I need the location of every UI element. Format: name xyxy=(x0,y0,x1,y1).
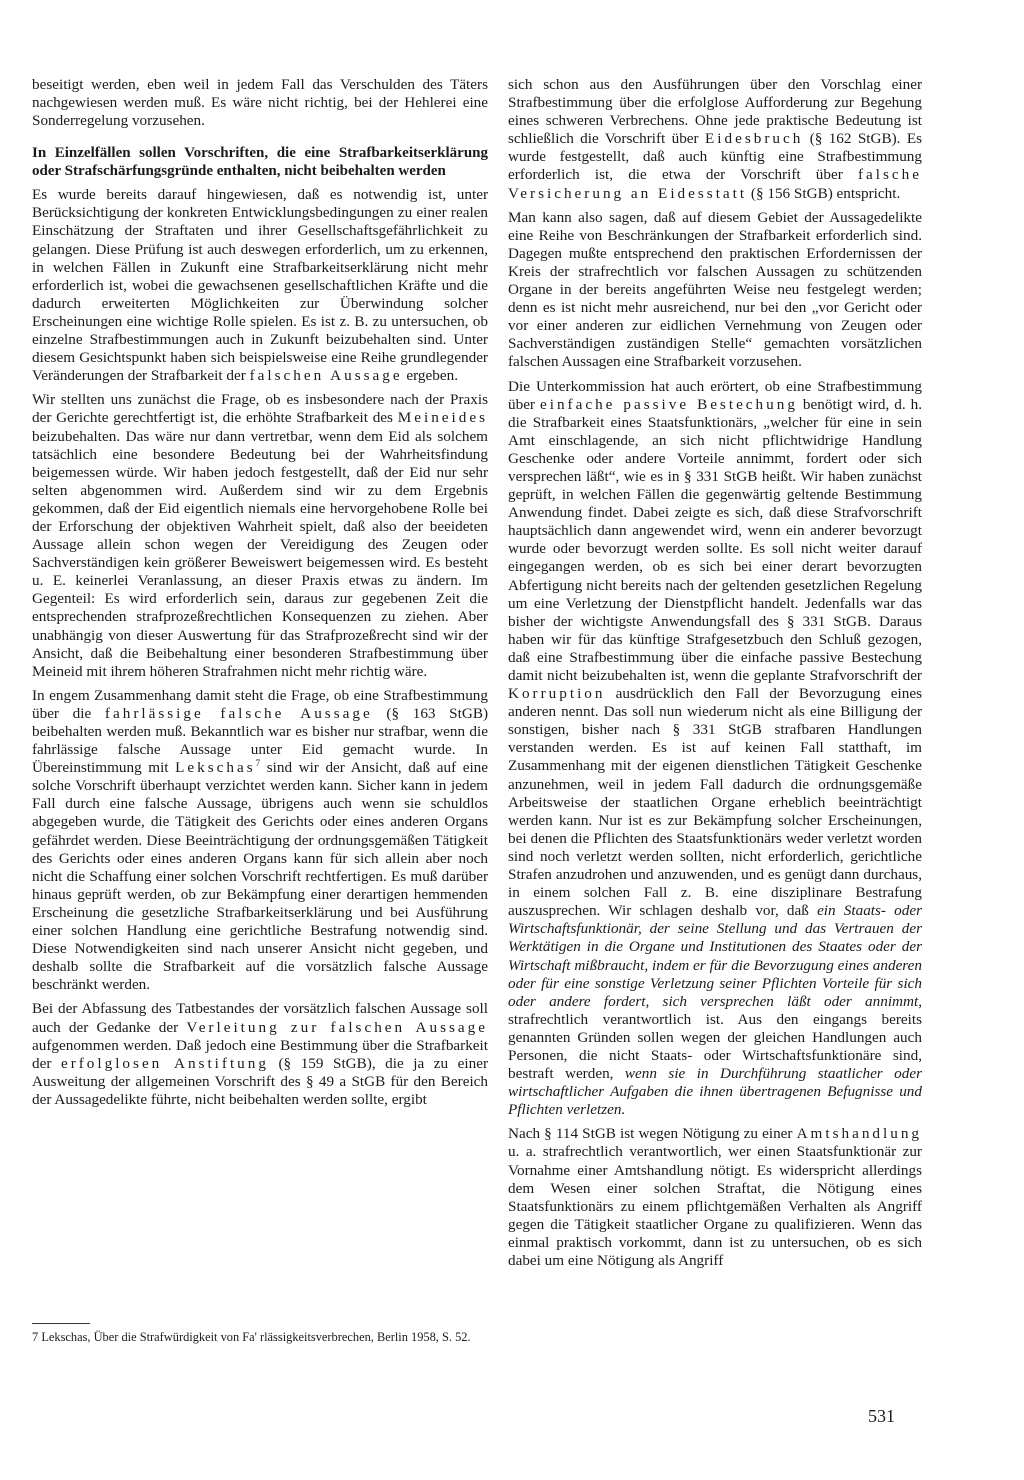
spaced-term: einfache passive Bestechung xyxy=(539,395,798,413)
footnote: 7 Lekschas, Über die Strafwürdigkeit von Fa' rlässigkeitsverbrechen, Berlin 1958, S. 52. xyxy=(32,1330,471,1344)
spaced-term: falsche Versicherung an Eidesstatt xyxy=(508,166,923,202)
section-heading: In Einzelfällen sollen Vorschriften, die eine Strafbarkeitserklärung oder Strafschärfungsgründe enthalten, nicht beibehalten werden xyxy=(32,145,488,180)
spaced-term: Amtshandlung xyxy=(796,1125,923,1143)
italic-proposal: wenn sie in Durchführung staatlicher oder wirtschaftlicher Aufgaben die ihnen übertragenen Befugnisse und Pflichten verletzen. xyxy=(508,1065,922,1119)
footnote-rule xyxy=(32,1323,90,1324)
paragraph: Wir stellten uns zunächst die Frage, ob es insbesondere nach der Praxis der Gerichte gerechtfertigt ist, die erhöhte Strafbarkeit des Meineides beizubehalten. Das wäre nur dann vertretbar, wenn dem Eid als solchem tatsächlich eine besondere Bedeutung bei der Wahrheitsfindung beigemessen würde. Wir haben jedoch festgestellt, daß der Eid nur sehr selten abgenommen wird. Außerdem sind wir zu dem Ergebnis gekommen, daß der Eid eigentlich niemals eine hervorgehobene Rolle bei der Erforschung der objektiven Wahrheit spielt, daß also der beeideten Aussage allein schon wegen der Vereidigung des Zeugen oder Sachverständigen kein größerer Beweiswert beigemessen wird. Es besteht u. E. keinerlei Veranlassung, an dieser Praxis etwas zu ändern. Im Gegenteil: Es wird erforderlich sein, daraus zur gegebenen Zeit die entsprechenden strafprozeßrechtlichen Konsequenzen zu ziehen. Aber unabhängig von dieser Auswertung für das Strafprozeßrecht sind wir der Ansicht, daß die Beibehaltung einer besonderen Strafbestimmung über Meineid mit ihrem höheren Strafrahmen nicht mehr richtig wäre. xyxy=(32,391,488,680)
spaced-term: Meineides xyxy=(397,409,488,427)
spaced-term: Korruption xyxy=(508,685,606,703)
paragraph: Die Unterkommission hat auch erörtert, ob eine Strafbestimmung über einfache passive Bestechung benötigt wird, d. h. die Strafbarkeit eines Staatsfunktionärs, „welcher für eine in sein Amt einschlagende, an sich nicht pflichtwidrige Handlung Geschenke oder andere Vorteile annimmt, fordert oder sich versprechen läßt“, wie es in § 331 StGB heißt. Wir haben zunächst geprüft, in welchen Fällen die gegenwärtig geltende Bestimmung Anwendung findet. Dabei zeigte es sich, daß diese Strafvorschrift hauptsächlich dann angewendet wird, wenn ein anderer bevorzugt wurde oder bevorzugt werden sollte. Es soll nicht weiter darauf eingegangen werden, ob es sich bei einer derart bevorzugten Abfertigung nicht bereits nach der geltenden gesetzlichen Regelung um eine Verletzung der Dienstpflicht handelt. Jedenfalls war das bisher der wichtigste Anwendungsfall des § 331 StGB. Daraus haben wir für das künftige Strafgesetzbuch den Schluß gezogen, daß eine Strafbestimmung über die einfache passive Bestechung damit nicht beizubehalten ist, wenn die geplante Strafvorschrift der Korruption ausdrücklich den Fall der Bevorzugung eines anderen nennt. Das soll nun wiederum nicht als eine Billigung der sonstigen, bisher nach § 331 StGB strafbaren Handlungen verstanden werden. Es ist auf keinen Fall statthaft, im Zusammenhang mit der eigenen dienstlichen Tätigkeit Geschenke anzunehmen, weil in jedem Fall dadurch die ordnungsgemäße Arbeitsweise der staatlichen Organe erheblich beeinträchtigt werden kann. Nur ist es zur Bekämpfung solcher Erscheinungen, bei denen die Pflichten des Staatsfunktionärs weder verletzt worden sind noch verletzt werden sollten, nicht erforderlich, gerichtliche Strafen anzudrohen und anzuwenden, und es genügt dann durchaus, in einem solchen Fall z. B. eine disziplinare Bestrafung auszusprechen. Wir schlagen deshalb vor, daß ein Staats- oder Wirtschaftsfunktionär, der seine Stellung und das Vertrauen der Werktätigen in die Organe und Institutionen des Staates oder der Wirtschaft mißbraucht, indem er für die Bevorzugung eines anderen oder für eine sonstige Verletzung seiner Pflichten Vorteile für sich oder andere fordert, sich versprechen läßt oder annimmt, strafrechtlich verantwortlich ist. Aus den eingangs bereits genannten Gründen sollen wegen der gleichen Handlungen auch Personen, die nicht Staats- oder Wirtschaftsfunktionäre sind, bestraft werden, wenn sie in Durchführung staatlicher oder wirtschaftlicher Aufgaben die ihnen übertragenen Befugnisse und Pflichten verletzen. xyxy=(508,377,923,1119)
paragraph-intro: beseitigt werden, eben weil in jedem Fall das Verschulden des Täters nachgewiesen werden muß. Es wäre nicht richtig, bei der Hehlerei eine Sonderregelung vorzusehen. xyxy=(32,76,488,130)
italic-proposal: ein Staats- oder Wirtschaftsfunktionär, der seine Stellung und das Vertrauen der Werktätigen in die Organe und Institutionen des Staates oder der Wirtschaft mißbraucht, indem er für die Bevorzugung eines anderen oder für eine sonstige Verletzung seiner Pflichten Vorteile für sich oder andere fordert, sich versprechen läßt oder annimmt, xyxy=(508,902,923,1010)
spaced-term: Verleitung zur falschen Aussage xyxy=(186,1018,489,1036)
spaced-term: Lekschas xyxy=(175,759,256,777)
paragraph: Nach § 114 StGB ist wegen Nötigung zu einer Amtshandlung u. a. strafrechtlich verantwortlich, wer einen Staatsfunktionär zur Vornahme einer Amtshandlung nötigt. Es widerspricht allerdings dem Wesen einer solchen Straftat, die Nötigung eines Staatsfunktionärs zu einem pflichtgemäßen Verhalten als Angriff gegen die Tätigkeit staatlicher Organe zu qualifizieren. Wenn das einmal praktisch vorkommt, dann ist zu untersuchen, ob es sich dabei um eine Nötigung als Angriff xyxy=(508,1125,923,1269)
left-column xyxy=(32,76,488,1115)
spaced-term: falschen Aussage xyxy=(249,367,403,385)
paragraph: sich schon aus den Ausführungen über den Vorschlag einer Strafbestimmung über die erfolglose Aufforderung zur Begehung eines schweren Verbrechens. Ohne jede praktische Bedeutung ist schließlich die Vorschrift über Eidesbruch (§ 162 StGB). Es wurde festgestellt, daß auch künftig eine Strafbestimmung erforderlich ist, die etwa der Vorschrift über falsche Versicherung an Eidesstatt (§ 156 StGB) entspricht. xyxy=(508,76,923,202)
paragraph: Es wurde bereits darauf hingewiesen, daß es notwendig ist, unter Berücksichtigung der konkreten Entwicklungsbedingungen zu einer realen Einschätzung der Straftaten und ihrer Gesellschaftsgefährlichkeit zu gelangen. Diese Prüfung ist auch deswegen erforderlich, um zu erkennen, in welchen Fällen in Zukunft eine Strafbarkeitserklärung nicht mehr erforderlich ist, wobei die gewachsenen gesellschaftlichen Kräfte und die dadurch erweiterten Möglichkeiten zur Überwindung solcher Erscheinungen eine wichtige Rolle spielen. Es ist z. B. zu untersuchen, ob einzelne Strafbestimmungen auch in Zukunft beizubehalten sind. Unter diesem Gesichtspunkt haben sich beispielsweise eine Reihe grundlegender Veränderungen der Strafbarkeit der falschen Aussage ergeben. xyxy=(32,186,488,385)
paragraph: In engem Zusammenhang damit steht die Frage, ob eine Strafbestimmung über die fahrlässige falsche Aussage (§ 163 StGB) beibehalten werden muß. Bekanntlich war es bisher nur strafbar, wenn die fahrlässige falsche Aussage unter Eid gemacht wurde. In Übereinstimmung mit Lekschas$^7$ sind wir der Ansicht, daß auf eine solche Vorschrift überhaupt verzichtet werden kann. Sicher kann in jedem Fall durch eine falsche Aussage, übrigens auch wenn sie schuldlos abgegeben wurde, die Tätigkeit des Gerichts oder eines anderen Organs gefährdet werden. Diese Beeinträchtigung der ordnungsgemäßen Tätigkeit des Gerichts oder eines anderen Organs kann für sich allein aber noch nicht die Schaffung einer solchen Vorschrift rechtfertigen. Es muß darüber hinaus geprüft werden, ob zur Bekämpfung einer derartigen hemmenden Erscheinung die gesetzliche Strafbarkeitserklärung und bei Ausführung einer solchen Handlung eine gerichtliche Bestrafung notwendig sind. Diese Notwendigkeiten sind nach unserer Ansicht nicht gegeben, und deshalb sollte die Strafbarkeit auf die vorsätzlich falsche Aussage beschränkt werden. xyxy=(32,686,489,994)
footnote-ref: 7 xyxy=(255,758,261,769)
spaced-term: fahrlässige falsche Aussage xyxy=(104,704,373,722)
spaced-term: Eidesbruch xyxy=(704,130,804,148)
paragraph: Man kann also sagen, daß auf diesem Gebiet der Aussagedelikte eine Reihe von Beschränkungen der Strafbarkeit erforderlich sind. Dagegen mußte entsprechend den praktischen Erfordernissen der Kreis der strafrechtlich vor falschen Aussagen zu schützenden Organe in der bereits angeführten Weise neu festgelegt werden; denn es ist nicht mehr ausreichend, nur bei den „vor Gericht oder vor einer anderen zur eidlichen Vernehmung von Zeugen oder Sachverständigen zuständigen Stelle“ gemachten vorsätzlichen falschen Aussagen eine Strafbarkeit vorzusehen. xyxy=(508,208,922,371)
spaced-term: erfolglosen Anstiftung xyxy=(60,1054,269,1072)
paragraph: Bei der Abfassung des Tatbestandes der vorsätzlich falschen Aussage soll auch der Gedanke der Verleitung zur falschen Aussage aufgenommen werden. Daß jedoch eine Bestimmung über die Strafbarkeit der erfolglosen Anstiftung (§ 159 StGB), die ja zu einer Ausweitung der allgemeinen Vorschrift des § 49 a StGB für den Bereich der Aussagedelikte führte, nicht beibehalten werden sollte, ergibt xyxy=(32,1000,489,1108)
page-number: 531 xyxy=(868,1406,895,1426)
right-column xyxy=(508,76,922,1276)
